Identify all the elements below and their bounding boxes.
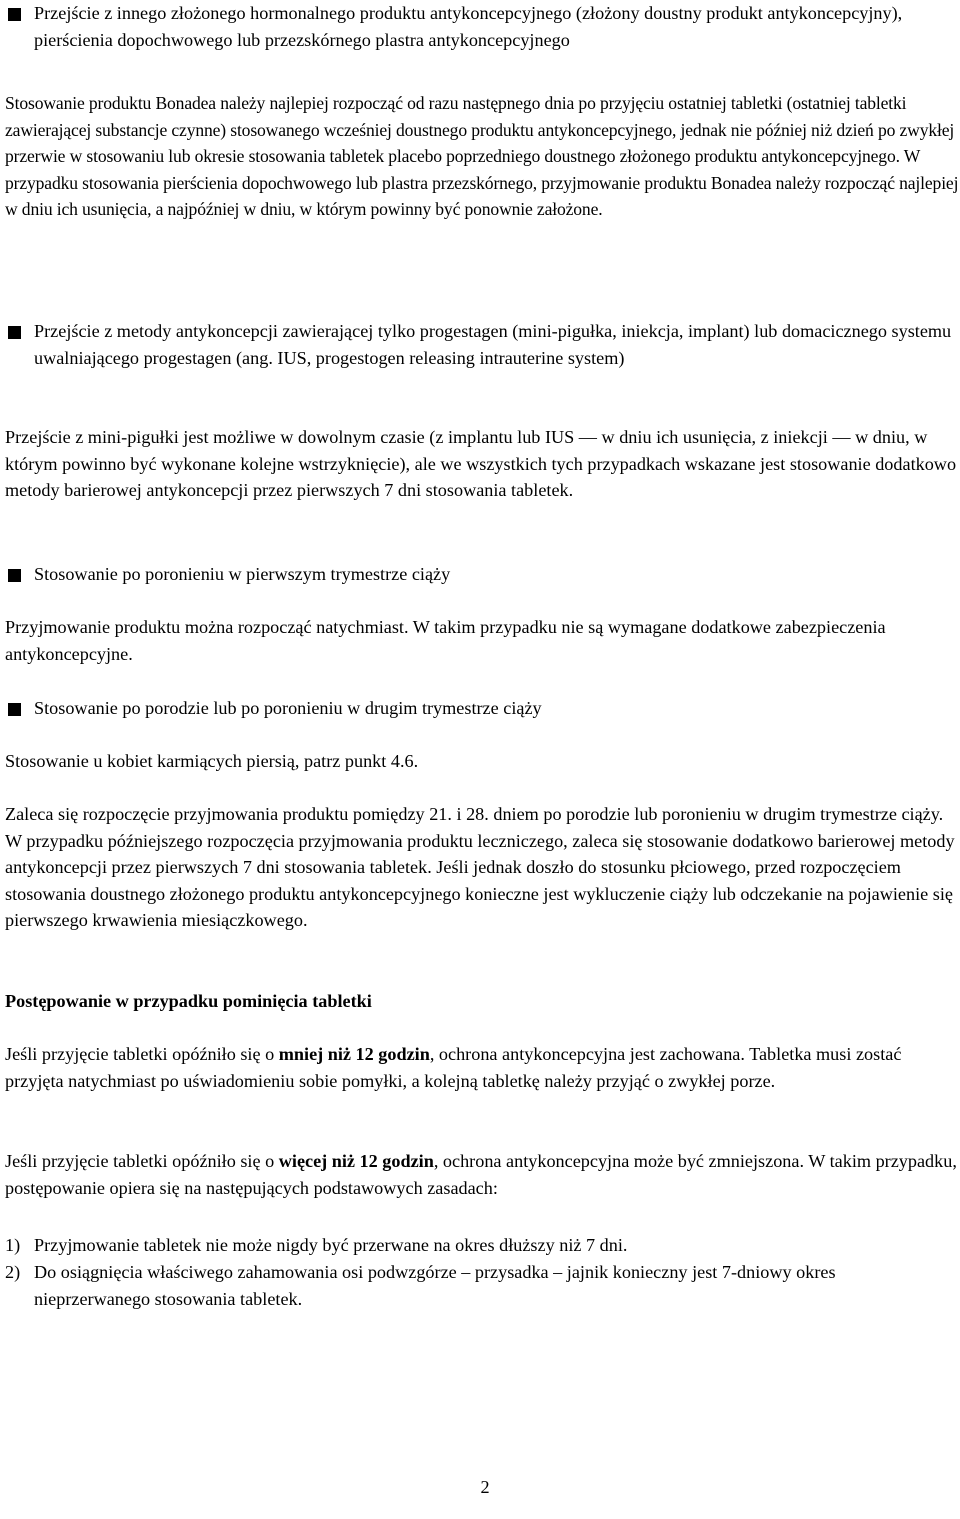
square-bullet-icon [8, 326, 21, 339]
paragraph-text: Jeśli przyjęcie tabletki opóźniło się o [5, 1151, 279, 1171]
bullet-heading-switch-combined: Przejście z innego złożonego hormonalnego produktu antykoncepcyjnego (złożony doustny produkt antykoncepcyjny), pierścienia dopochwowego lub przezskórnego plastra antykoncepcyjnego [34, 3, 903, 50]
paragraph-text: , ochrona antykoncepcyjna może być zmniejszona. W takim przypadku, postępowanie opiera się na następujących podstawowych zasadach: [5, 1151, 957, 1198]
emphasis-text: więcej niż 12 godzin [278, 1151, 434, 1171]
paragraph-switch-progestagen: Przejście z mini-pigułki jest możliwe w dowolnym czasie (z implantu lub IUS — w dniu ich usunięcia, z iniekcji — w dniu, w którym powinno być wykonane kolejne wstrzyknięcie), ale we wszystkich tych przypadkach wskazane jest stosowanie dodatkowo metody barierowej antykoncepcji przez pierwszych 7 dni stosowania tabletek. [5, 427, 957, 500]
paragraph-text: Jeśli przyjęcie tabletki opóźniło się o [5, 1044, 279, 1064]
paragraph-breastfeeding: Stosowanie u kobiet karmiących piersią, patrz punkt 4.6. [5, 751, 419, 771]
paragraph-first-trimester: Przyjmowanie produktu można rozpocząć natychmiast. W takim przypadku nie są wymagane dodatkowe zabezpieczenia antykoncepcyjne. [5, 617, 886, 664]
paragraph-switch-combined: Stosowanie produktu Bonadea należy najlepiej rozpocząć od razu następnego dnia po przyjęciu ostatniej tabletki (ostatniej tabletki zawierającej substancje czynne) stosowanego wcześniej doustnego produktu antykoncepcyjnego, jednak nie później niż dzień po zwykłej przerwie w stosowaniu lub okresie stosowania tabletek placebo poprzedniego doustnego złożonego produktu antykoncepcyjnego. W przypadku stosowania pierścienia dopochwowego lub plastra przezskórnego, przyjmowanie produktu Bonadea należy rozpocząć najlepiej w dniu ich usunięcia, a najpóźniej w dniu, w którym powinny być ponownie założone. [5, 93, 959, 219]
list-item-number: 2) [5, 1262, 21, 1282]
page-number: 2 [480, 1477, 490, 1497]
list-item-text: Do osiągnięcia właściwego zahamowania osi podwzgórze – przysadka – jajnik konieczny jest 7-dniowy okres nieprzerwanego stosowania tabletek. [34, 1262, 836, 1309]
bullet-heading-switch-progestagen: Przejście z metody antykoncepcji zawierającej tylko progestagen (mini-pigułka, iniekcja, implant) lub domacicznego systemu uwalniającego progestagen (ang. IUS, progestogen releasing intrauterine system) [34, 321, 952, 368]
bullet-heading-first-trimester: Stosowanie po poronieniu w pierwszym trymestrze ciąży [34, 564, 451, 584]
paragraph-postpartum: Zaleca się rozpoczęcie przyjmowania produktu pomiędzy 21. i 28. dniem po porodzie lub poronieniu w drugim trymestrze ciąży. W przypadku późniejszego rozpoczęcia przyjmowania produktu leczniczego, zaleca się stosowanie dodatkowo barierowej metody antykoncepcji przez pierwszych 7 dni stosowania tabletek. Jeśli jednak doszło do stosunku płciowego, przed rozpoczęciem stosowania doustnego złożonego produktu antykoncepcyjnego konieczne jest wykluczenie ciąży lub odczekanie na pojawienie się pierwszego krwawienia miesiączkowego. [5, 804, 955, 930]
paragraph-less-than-12h [5, 1041, 960, 1094]
section-heading-missed-tablet: Postępowanie w przypadku pominięcia tabletki [5, 991, 372, 1011]
list-item-text: Przyjmowanie tabletek nie może nigdy być przerwane na okres dłuższy niż 7 dni. [34, 1235, 628, 1255]
square-bullet-icon [8, 8, 21, 21]
square-bullet-icon [8, 703, 21, 716]
paragraph-text: , ochrona antykoncepcyjna jest zachowana. Tabletka musi zostać przyjęta natychmiast po uświadomieniu sobie pomyłki, a kolejną tabletkę należy przyjąć o zwykłej porze. [5, 1044, 902, 1091]
bullet-heading-postpartum: Stosowanie po porodzie lub po poronieniu w drugim trymestrze ciąży [34, 698, 542, 718]
emphasis-text: mniej niż 12 godzin [278, 1044, 430, 1064]
square-bullet-icon [8, 569, 21, 582]
list-item-number: 1) [5, 1235, 21, 1255]
paragraph-more-than-12h [5, 1148, 960, 1201]
